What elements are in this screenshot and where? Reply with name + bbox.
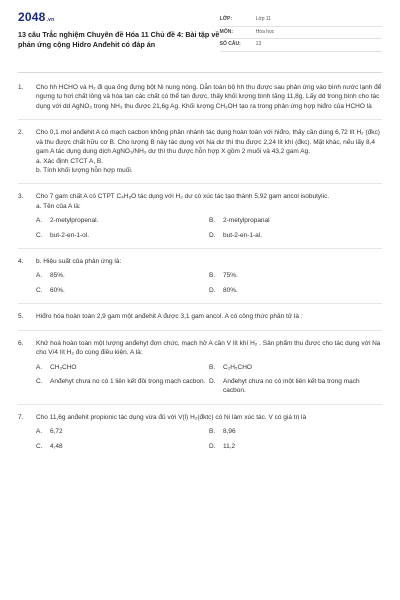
option-letter: B. [209,272,216,280]
option-letter: B. [209,363,216,371]
option-d[interactable] [209,377,382,396]
option-letter: B. [209,217,216,225]
option-text: but-2-en-1-al. [223,231,263,239]
question-body [36,312,382,321]
option-letter: C. [36,286,43,294]
question-2 [18,128,382,175]
option-d[interactable] [209,286,382,295]
option-letter: D. [209,442,216,450]
question-number: 3. [18,193,24,201]
option-letter: A. [36,217,43,225]
meta-row-count [220,39,382,52]
question-number: 4. [18,258,24,266]
option-text: 75%. [223,272,238,280]
option-text: 85%. [50,272,65,280]
question-subpart: a. Xác định CTCT A, B. [36,157,104,165]
option-a[interactable] [36,271,209,280]
meta-key: MÔN: [219,28,234,35]
option-letter: A. [36,272,43,280]
question-3 [18,192,382,240]
option-text: C₂H₅CHO [223,363,252,371]
question-text: b. Hiệu suất của phản ứng là: [36,258,122,266]
meta-key: SỐ CÂU: [219,41,241,48]
option-text: but-2-en-1-ol. [50,231,90,239]
meta-value: 13 [255,41,262,48]
option-letter: D. [209,286,216,294]
question-text: Khử hoá hoàn toàn một lượng anđehyt đơn chức, mạch hở A cần V lít khí H₂ . Sản phẩm thu được cho tác dụng với Na cho V/4 lít H₂ đo cùng điều kiện. A là: [36,339,381,357]
question-separator [18,119,382,120]
logo-main: 2048 [18,10,46,24]
question-number: 2. [18,129,24,137]
document-meta [220,10,382,52]
option-b[interactable] [209,363,382,372]
header-divider [18,72,382,73]
option-text: 4,48 [50,442,63,450]
meta-row-subject [220,27,382,40]
option-c[interactable] [36,231,209,240]
option-letter: D. [209,378,216,386]
answer-options [36,363,382,396]
option-text: 2-metylpropenal. [50,217,99,225]
option-letter: C. [36,378,43,386]
question-number: 1. [18,84,24,91]
logo-suffix: .vn [46,17,55,23]
question-body [36,413,382,451]
option-letter: A. [36,428,43,436]
document-title: 13 câu Trắc nghiệm Chuyên đề Hóa 11 Chủ đề 4: Bài tập về phản ứng cộng Hidro Anđehit có đáp án [18,30,220,50]
question-number: 6. [18,339,24,347]
option-letter: B. [209,428,216,436]
option-b[interactable] [209,271,382,280]
question-text: Cho hh HCHO và H₂ đi qua ống đựng bột Ni nung nóng. Dẫn toàn bộ hh thu được sau phản ứng vào bình nước lạnh để ngưng tụ hơi chất lỏng và hòa tan các chất có thể tan được, thấy khối lượng bình tăng 11,8g. Lấy dd trong bình cho tác dụng với dd AgNO₃ trong NH₃ thu được 21,6g Ag. Khối lượng CH₃OH tạo ra trong phản ứng hợp hiđro của HCHO là [36,84,382,110]
option-letter: D. [209,231,216,239]
option-letter: C. [36,442,43,450]
question-4 [18,257,382,295]
question-body [36,339,382,396]
option-text: Anđehyt chưa no có một liên kết ba trong mạch cacbon. [223,378,360,395]
meta-value: Hóa học [255,28,275,35]
question-separator [18,183,382,184]
question-6 [18,339,382,396]
option-text: Anđehyt chưa no có 1 liên kết đôi trong mạch cacbon. [50,378,206,386]
option-text: 80%. [223,286,238,294]
option-text: 8,96 [223,428,236,436]
site-logo[interactable] [18,10,220,27]
question-text: Cho 7 gam chất A có CTPT C₄H₈O tác dụng với H₂ dư có xúc tác tạo thành 5,92 gam ancol isobutylic. [36,193,330,201]
question-body [36,128,382,175]
question-separator [18,330,382,331]
page-header [18,10,382,60]
option-c[interactable] [36,286,209,295]
option-a[interactable] [36,363,209,372]
question-separator [18,404,382,405]
header-left [18,10,220,50]
option-text: 11,2 [223,442,236,450]
option-d[interactable] [209,231,382,240]
question-text: Cho 0,1 mol anđehit A có mạch cacbon không phân nhánh tác dụng hoàn toàn với hiđro, thấy cần dùng 6,72 lít H₂ (đkc) và thu được chất hữu cơ B. Cho lượng B này tác dụng với Na dư thì thu được 2,24 lít khí (đkc). Mặt khác, nếu lấy 8,4 gam A tác dụng dung dịch AgNO₃/NH₃ dư thì thu được hỗn hợp X gồm 2 muối và 43,2 gam Ag. [36,129,380,156]
question-subpart: a. Tên của A là: [36,202,81,210]
option-text: 60%. [50,286,65,294]
question-body [36,83,382,111]
meta-row-class [220,14,382,27]
option-a[interactable] [36,216,209,225]
option-text: 6,72 [50,428,63,436]
option-b[interactable] [209,216,382,225]
answer-options [36,216,382,240]
question-1 [18,83,382,111]
answer-options [36,427,382,451]
meta-key: LỚP: [219,16,232,23]
question-5 [18,312,382,321]
question-separator [18,248,382,249]
option-c[interactable] [36,377,209,396]
question-body [36,192,382,240]
question-7 [18,413,382,451]
question-number: 7. [18,413,24,421]
option-a[interactable] [36,427,209,436]
option-letter: A. [36,363,43,371]
option-text: CH₃CHO [50,363,77,371]
option-b[interactable] [209,427,382,436]
question-text: Hiđro hóa hoàn toàn 2,9 gam một anđehit A được 3,1 gam ancol. A có công thức phân tử là : [36,313,303,321]
option-text: 2-metylpropanal [223,217,270,225]
question-body [36,257,382,295]
question-text: Cho 11,6g anđehit propionic tác dụng vừa đủ với V(l) H₂(đktc) có Ni làm xúc tác. V có giá trị là [36,413,307,421]
question-number: 5. [18,313,24,321]
answer-options [36,271,382,295]
meta-value: Lớp 11 [255,16,272,23]
option-letter: C. [36,231,43,239]
option-d[interactable] [209,442,382,451]
question-subpart: b. Tính khối lượng hỗn hợp muối. [36,166,133,174]
option-c[interactable] [36,442,209,451]
question-separator [18,303,382,304]
